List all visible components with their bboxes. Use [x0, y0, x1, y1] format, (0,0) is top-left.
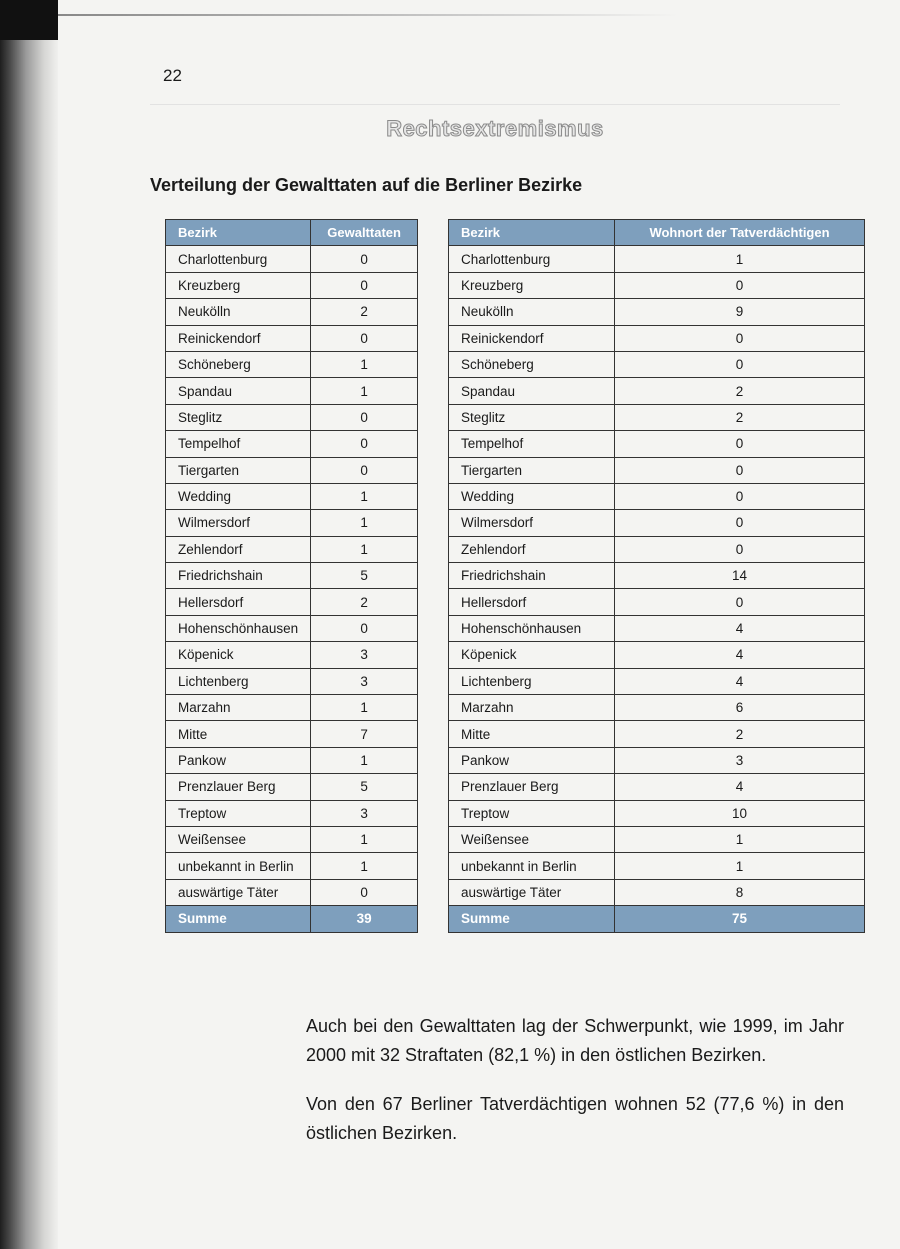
count-cell: 1: [311, 853, 418, 879]
district-cell: Spandau: [449, 378, 615, 404]
district-cell: Weißensee: [449, 826, 615, 852]
district-cell: Schöneberg: [449, 351, 615, 377]
column-header-district: Bezirk: [166, 220, 311, 246]
count-cell: 0: [615, 351, 865, 377]
table-row: [166, 668, 418, 694]
header-divider: [150, 104, 840, 105]
district-cell: Schöneberg: [166, 351, 311, 377]
table-row: [166, 615, 418, 641]
violence-by-district-table: [165, 219, 418, 933]
district-cell: Marzahn: [166, 695, 311, 721]
count-cell: 9: [615, 299, 865, 325]
table-row: [166, 642, 418, 668]
table-row: [166, 325, 418, 351]
district-cell: Tempelhof: [449, 431, 615, 457]
count-cell: 4: [615, 615, 865, 641]
table-row: [449, 695, 865, 721]
district-cell: Köpenick: [166, 642, 311, 668]
column-header-violent-acts: Gewalttaten: [311, 220, 418, 246]
district-cell: Steglitz: [449, 404, 615, 430]
district-cell: Wilmersdorf: [449, 510, 615, 536]
count-cell: 2: [615, 378, 865, 404]
district-cell: Tiergarten: [166, 457, 311, 483]
count-cell: 8: [615, 879, 865, 905]
running-title: Rechtsextremismus: [386, 116, 604, 141]
count-cell: 10: [615, 800, 865, 826]
district-cell: Charlottenburg: [166, 246, 311, 272]
count-cell: 1: [615, 853, 865, 879]
district-cell: Hohenschönhausen: [449, 615, 615, 641]
column-header-district: Bezirk: [449, 220, 615, 246]
table-row: [449, 404, 865, 430]
table-row: [166, 879, 418, 905]
count-cell: 2: [311, 589, 418, 615]
table-row: [449, 325, 865, 351]
district-cell: Prenzlauer Berg: [449, 774, 615, 800]
count-cell: 0: [311, 615, 418, 641]
district-cell: unbekannt in Berlin: [449, 853, 615, 879]
district-cell: Reinickendorf: [449, 325, 615, 351]
table-row: [166, 404, 418, 430]
district-cell: Tempelhof: [166, 431, 311, 457]
count-cell: 1: [311, 510, 418, 536]
table-row: [449, 272, 865, 298]
count-cell: 0: [615, 483, 865, 509]
table-row: [166, 536, 418, 562]
district-cell: Lichtenberg: [166, 668, 311, 694]
district-cell: Köpenick: [449, 642, 615, 668]
district-cell: auswärtige Täter: [449, 879, 615, 905]
table-row: [449, 774, 865, 800]
scan-corner-shadow: [0, 0, 58, 40]
count-cell: 7: [311, 721, 418, 747]
count-cell: 0: [615, 325, 865, 351]
district-cell: Wedding: [166, 483, 311, 509]
suspect-residence-table: [448, 219, 865, 933]
count-cell: 0: [311, 246, 418, 272]
count-cell: 1: [311, 695, 418, 721]
count-cell: 0: [311, 431, 418, 457]
section-title: Verteilung der Gewalttaten auf die Berliner Bezirke: [150, 175, 583, 195]
count-cell: 1: [311, 351, 418, 377]
scan-top-edge: [58, 14, 678, 16]
district-cell: Charlottenburg: [449, 246, 615, 272]
table-row: [166, 721, 418, 747]
district-cell: Zehlendorf: [166, 536, 311, 562]
district-cell: Hohenschönhausen: [166, 615, 311, 641]
district-cell: Kreuzberg: [166, 272, 311, 298]
district-cell: Hellersdorf: [449, 589, 615, 615]
total-value: 39: [311, 906, 418, 932]
count-cell: 14: [615, 563, 865, 589]
table-row: [449, 378, 865, 404]
count-cell: 0: [615, 272, 865, 298]
count-cell: 6: [615, 695, 865, 721]
page-number: 22: [163, 66, 182, 85]
count-cell: 1: [311, 826, 418, 852]
district-cell: Prenzlauer Berg: [166, 774, 311, 800]
table-row: [166, 246, 418, 272]
district-cell: Mitte: [166, 721, 311, 747]
count-cell: 0: [311, 879, 418, 905]
count-cell: 5: [311, 563, 418, 589]
district-cell: Mitte: [449, 721, 615, 747]
count-cell: 0: [615, 457, 865, 483]
count-cell: 4: [615, 642, 865, 668]
district-cell: Wedding: [449, 483, 615, 509]
total-row: [166, 906, 418, 932]
total-row: [449, 906, 865, 932]
total-label: Summe: [449, 906, 615, 932]
count-cell: 3: [615, 747, 865, 773]
district-cell: Neukölln: [449, 299, 615, 325]
count-cell: 2: [615, 404, 865, 430]
count-cell: 0: [311, 325, 418, 351]
count-cell: 0: [615, 589, 865, 615]
district-cell: auswärtige Täter: [166, 879, 311, 905]
district-cell: Friedrichshain: [449, 563, 615, 589]
table-row: [449, 668, 865, 694]
table-row: [449, 483, 865, 509]
count-cell: 0: [615, 431, 865, 457]
table-row: [449, 536, 865, 562]
district-cell: Neukölln: [166, 299, 311, 325]
count-cell: 0: [615, 510, 865, 536]
district-cell: Steglitz: [166, 404, 311, 430]
count-cell: 0: [311, 404, 418, 430]
total-label: Summe: [166, 906, 311, 932]
district-cell: Wilmersdorf: [166, 510, 311, 536]
table-row: [449, 589, 865, 615]
table-row: [449, 351, 865, 377]
count-cell: 2: [311, 299, 418, 325]
table-row: [166, 747, 418, 773]
district-cell: Hellersdorf: [166, 589, 311, 615]
count-cell: 1: [311, 378, 418, 404]
count-cell: 3: [311, 800, 418, 826]
table-row: [449, 299, 865, 325]
table-row: [449, 615, 865, 641]
table-row: [166, 800, 418, 826]
count-cell: 0: [615, 536, 865, 562]
district-cell: Zehlendorf: [449, 536, 615, 562]
table-row: [166, 272, 418, 298]
table-row: [166, 483, 418, 509]
count-cell: 1: [615, 246, 865, 272]
table-row: [166, 457, 418, 483]
table-row: [166, 774, 418, 800]
district-cell: Treptow: [449, 800, 615, 826]
table-row: [166, 431, 418, 457]
count-cell: 4: [615, 668, 865, 694]
table-row: [449, 510, 865, 536]
count-cell: 3: [311, 668, 418, 694]
count-cell: 1: [615, 826, 865, 852]
table-row: [449, 721, 865, 747]
table-row: [449, 642, 865, 668]
table-row: [166, 351, 418, 377]
table-header-row: [166, 220, 418, 246]
table-row: [449, 879, 865, 905]
table-row: [449, 246, 865, 272]
count-cell: 4: [615, 774, 865, 800]
district-cell: Treptow: [166, 800, 311, 826]
table-row: [166, 853, 418, 879]
paragraph-suspects-summary: Von den 67 Berliner Tatverdächtigen wohnen 52 (77,6 %) in den östlichen Bezirken.: [306, 1094, 844, 1143]
table-row: [449, 747, 865, 773]
district-cell: Kreuzberg: [449, 272, 615, 298]
table-row: [166, 299, 418, 325]
count-cell: 0: [311, 457, 418, 483]
district-cell: Friedrichshain: [166, 563, 311, 589]
count-cell: 3: [311, 642, 418, 668]
table-header-row: [449, 220, 865, 246]
district-cell: Lichtenberg: [449, 668, 615, 694]
table-row: [449, 431, 865, 457]
table-row: [166, 589, 418, 615]
table-row: [166, 510, 418, 536]
table-row: [166, 826, 418, 852]
district-cell: Spandau: [166, 378, 311, 404]
table-row: [166, 695, 418, 721]
count-cell: 0: [311, 272, 418, 298]
count-cell: 1: [311, 536, 418, 562]
count-cell: 1: [311, 483, 418, 509]
book-binding-shadow: [0, 0, 58, 1249]
table-row: [449, 853, 865, 879]
table-row: [449, 457, 865, 483]
count-cell: 2: [615, 721, 865, 747]
total-value: 75: [615, 906, 865, 932]
count-cell: 5: [311, 774, 418, 800]
table-row: [449, 826, 865, 852]
count-cell: 1: [311, 747, 418, 773]
table-row: [166, 378, 418, 404]
district-cell: unbekannt in Berlin: [166, 853, 311, 879]
district-cell: Tiergarten: [449, 457, 615, 483]
district-cell: Pankow: [166, 747, 311, 773]
table-row: [449, 563, 865, 589]
paragraph-violence-summary: Auch bei den Gewalttaten lag der Schwerpunkt, wie 1999, im Jahr 2000 mit 32 Straftaten (82,1 %) in den östlichen Bezirken.: [306, 1016, 844, 1065]
column-header-suspect-residence: Wohnort der Tatverdächtigen: [615, 220, 865, 246]
table-row: [449, 800, 865, 826]
table-row: [166, 563, 418, 589]
district-cell: Weißensee: [166, 826, 311, 852]
district-cell: Marzahn: [449, 695, 615, 721]
district-cell: Pankow: [449, 747, 615, 773]
district-cell: Reinickendorf: [166, 325, 311, 351]
